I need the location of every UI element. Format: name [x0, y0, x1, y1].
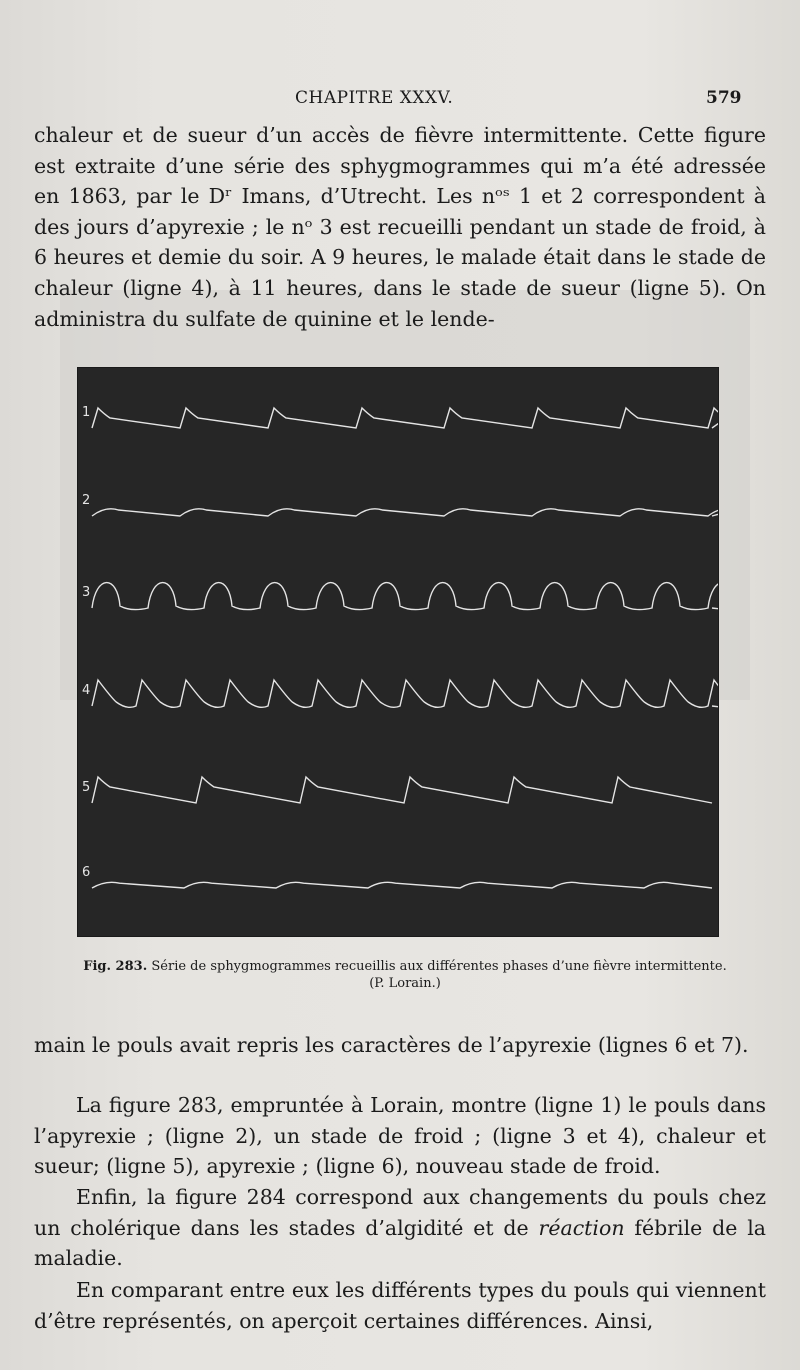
pulse-trace-3: [92, 583, 718, 610]
paragraph-1: chaleur et de sueur d’un accès de fièvre intermittente. Cette figure est extraite d’une série des sphygmogrammes qui m’a été adressée en 1863, par le Dʳ Imans, d’Utrecht. Les nᵒˢ 1 et 2 correspondent à des jours d’apyrexie ; le nᵒ 3 est recueilli pendant un stade de froid, à 6 heures et demie du soir. A 9 heures, le malade était dans le stade de chaleur (ligne 4), à 11 heures, dans le stade de sueur (ligne 5). On administra du sulfate de quinine et le lende-: [34, 123, 766, 331]
paragraph-3: La figure 283, empruntée à Lorain, montre (ligne 1) le pouls dans l’apyrexie ; (ligne 2), un stade de froid ; (ligne 3 et 4), chaleur et sueur; (ligne 5), apyrexie ; (ligne 6), nouveau stade de froid.: [34, 1093, 766, 1179]
running-header: [0, 88, 800, 112]
page-number: 579: [706, 88, 742, 108]
figure-caption: [60, 958, 750, 992]
pulse-trace-5: [92, 777, 712, 803]
trace-label-1: 1: [82, 405, 91, 420]
trace-label-3: 3: [82, 585, 91, 600]
sphygmogram-figure: [78, 368, 718, 936]
caption-text: Série de sphygmogrammes recueillis aux différentes phases d’une fièvre intermittente.: [151, 959, 727, 974]
caption-credit: (P. Lorain.): [369, 976, 441, 991]
pulse-trace-4: [92, 680, 718, 707]
paragraph-4-end: fébrile de la maladie.: [34, 1215, 767, 1271]
pulse-trace-1: [92, 408, 718, 428]
trace-label-4: 4: [82, 683, 91, 698]
sphygmogram-traces: [78, 368, 718, 936]
paragraph-4: [34, 1182, 766, 1274]
trace-label-2: 2: [82, 493, 91, 508]
trace-label-6: 6: [82, 865, 91, 880]
paragraph-4-text: Enfin, la figure 284 correspond aux changements du pouls chez un cholérique dans les stades d’algidité et de: [34, 1185, 766, 1240]
chapter-title: CHAPITRE XXXV.: [295, 88, 454, 108]
figure-label: Fig. 283.: [83, 959, 148, 974]
paragraph-5: En comparant entre eux les différents types du pouls qui viennent d’être représentés, on aperçoit certaines différences. Ainsi,: [34, 1278, 766, 1333]
pulse-trace-2: [92, 509, 718, 516]
paragraph-4-italic: réaction: [538, 1215, 625, 1240]
pulse-trace-6: [92, 882, 712, 888]
trace-label-5: 5: [82, 780, 91, 795]
paragraph-2: main le pouls avait repris les caractères de l’apyrexie (lignes 6 et 7).: [34, 1033, 749, 1057]
